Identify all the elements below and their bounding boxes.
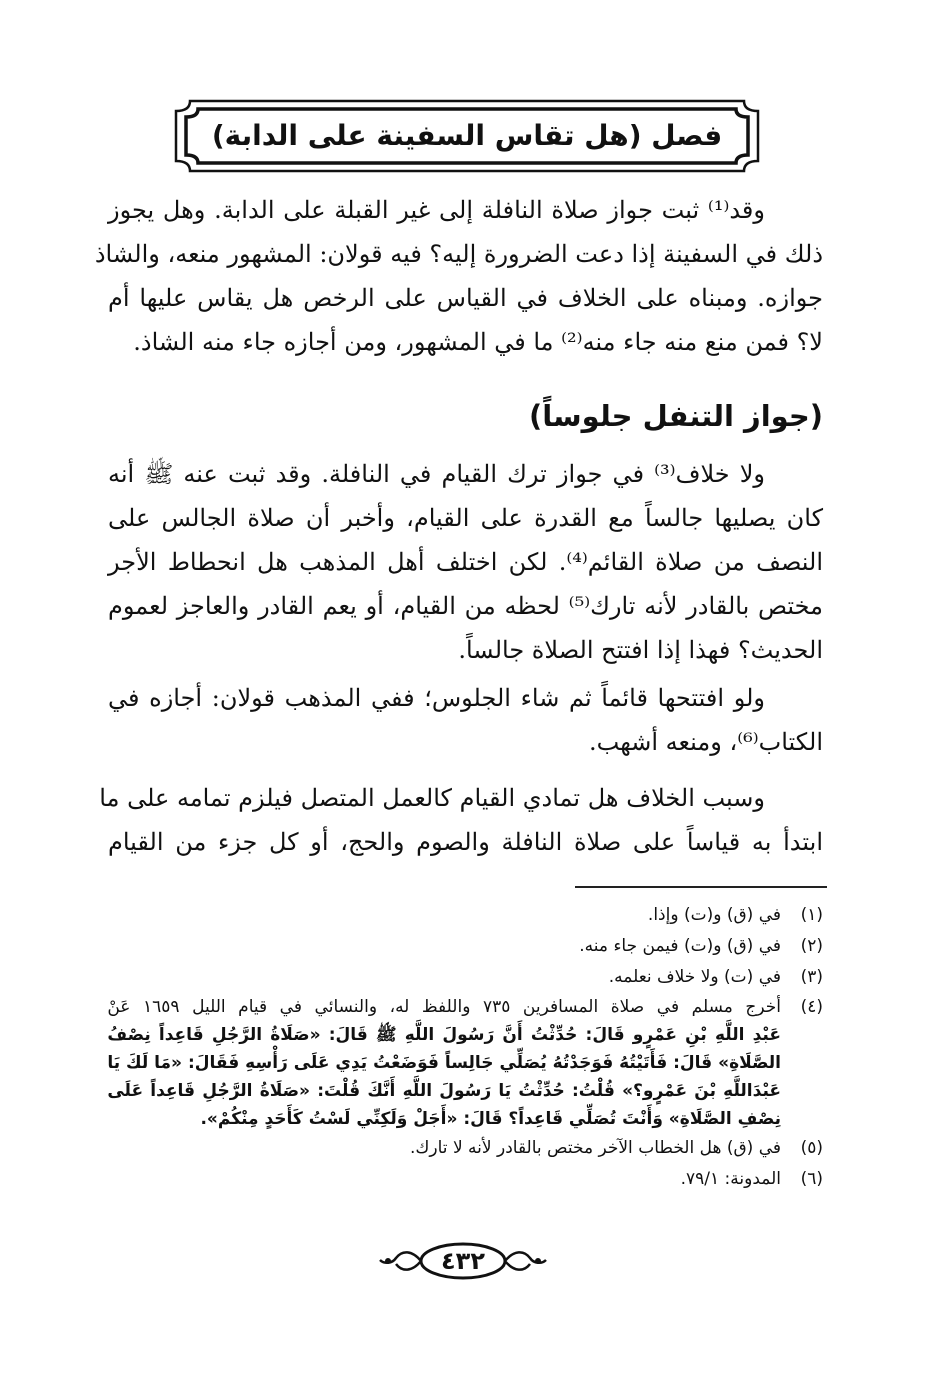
footnote (108, 993, 823, 1133)
text-line: وقد⁽¹⁾ ثبت جواز صلاة النافلة إلى غير القبلة على الدابة. وهل يجوز (108, 196, 765, 224)
text-line: الكتاب⁽⁶⁾، ومنعه أشهب. (589, 728, 823, 756)
footnote (108, 900, 823, 931)
text-line: لا؟ فمن منع منه جاء منه⁽²⁾ ما في المشهور، ومن أجازه جاء منه الشاذ. (133, 328, 823, 356)
footnote-text: في (ق) هل الخطاب الآخر مختص بالقادر لأنه لا تارك. (410, 1138, 781, 1158)
text-line: كان يصليها جالساً مع القدرة على القيام، وأخبر أن صلاة الجالس على (108, 504, 823, 532)
footnote-text: الصَّلَاةِ» قَالَ: فَأَتَيْتُهُ فَوَجَدْتُهُ يُصَلِّي جَالِساً فَوَضَعْتُ يَدِي عَلَى رَأْسِهِ فَقَالَ: «مَا لَكَ يَا (107, 1053, 781, 1073)
text-line: وسبب الخلاف هل تمادي القيام كالعمل المتصل فيلزم تمامه على ما (99, 784, 765, 812)
page-number: ٤٣٢ (441, 1247, 485, 1275)
footnote-text: عَبْدِ اللَّهِ بْنِ عَمْرٍو قَالَ: حُدِّثْتُ أَنَّ رَسُولَ اللَّهِ ﷺ قَالَ: «صَلَاةُ الرَّجُلِ قَاعِداً نِصْفُ (107, 1025, 781, 1045)
text-line: مختص بالقادر لأنه تارك⁽⁵⁾ لحظه من القيام، أو يعم القادر والعاجز لعموم (108, 592, 824, 620)
section-heading: (جواز التنفل جلوساً) (528, 399, 823, 433)
footnote-number: (١) (800, 905, 823, 925)
footnote-text: في (ت) ولا خلاف نعلمه. (608, 967, 781, 987)
footnote-number: (٢) (800, 936, 823, 956)
footnote-text: أخرج مسلم في صلاة المسافرين ٧٣٥ واللفظ له، والنسائي في قيام الليل ١٦٥٩ عَنْ (107, 997, 781, 1017)
footnotes (108, 900, 823, 1195)
footnote-text: في (ق) و(ت) فيمن جاء منه. (579, 936, 781, 956)
footnote (108, 1133, 823, 1164)
text-line: ولا خلاف⁽³⁾ في جواز ترك القيام في النافلة. وقد ثبت عنه ﷺ أنه (108, 460, 765, 488)
text-line: ولو افتتحها قائماً ثم شاء الجلوس؛ ففي المذهب قولان: أجازه في (108, 684, 765, 712)
paragraph-1 (94, 188, 823, 364)
chapter-title-frame (168, 95, 766, 177)
footnote (108, 1164, 823, 1195)
text-line: الحديث؟ فهذا إذا افتتح الصلاة جالساً. (458, 636, 823, 664)
text-line: النصف من صلاة القائم⁽⁴⁾. لكن اختلف أهل المذهب هل انحطاط الأجر (108, 548, 823, 576)
footnote-text: المدونة: ٧٩/١. (680, 1169, 781, 1189)
paragraph-2 (108, 452, 823, 672)
footnote-number: (٦) (800, 1169, 823, 1189)
text-line: جوازه. ومبناه على الخلاف في القياس على الرخص هل يقاس عليها أم (108, 284, 823, 312)
footnote-number: (٥) (800, 1138, 823, 1158)
footnote (108, 962, 823, 993)
footnote-divider (575, 886, 827, 888)
text-line: ذلك في السفينة إذا دعت الضرورة إليه؟ فيه قولان: المشهور منعه، والشاذ (94, 240, 823, 268)
text-line: ابتدأ به قياساً على صلاة النافلة والصوم والحج، أو كل جزء من القيام (108, 828, 823, 856)
footnote-text: نِصْفِ الصَّلَاةِ» وَأَنْتَ تُصَلِّي قَاعِداً؟ قَالَ: «أَجَلْ وَلَكِنِّي لَسْتُ كَأَحَدٍ مِنْكُمْ». (200, 1109, 781, 1129)
chapter-title: فصل (هل تقاس السفينة على الدابة) (211, 119, 723, 152)
page-number-ornament (368, 1236, 558, 1286)
footnote-text: في (ق) و(ت) وإذا. (647, 905, 781, 925)
footnote (108, 931, 823, 962)
paragraph-3 (108, 676, 823, 764)
paragraph-4 (99, 776, 823, 864)
footnote-number: (٣) (800, 967, 823, 987)
footnote-number: (٤) (800, 997, 823, 1017)
footnote-text: عَبْدَاللَّهِ بْنَ عَمْرٍو؟» قُلْتُ: حُدِّثْتُ يَا رَسُولَ اللَّهِ أَنَّكَ قُلْتَ: «صَلَاةُ الرَّجُلِ قَاعِداً عَلَى (107, 1081, 781, 1101)
